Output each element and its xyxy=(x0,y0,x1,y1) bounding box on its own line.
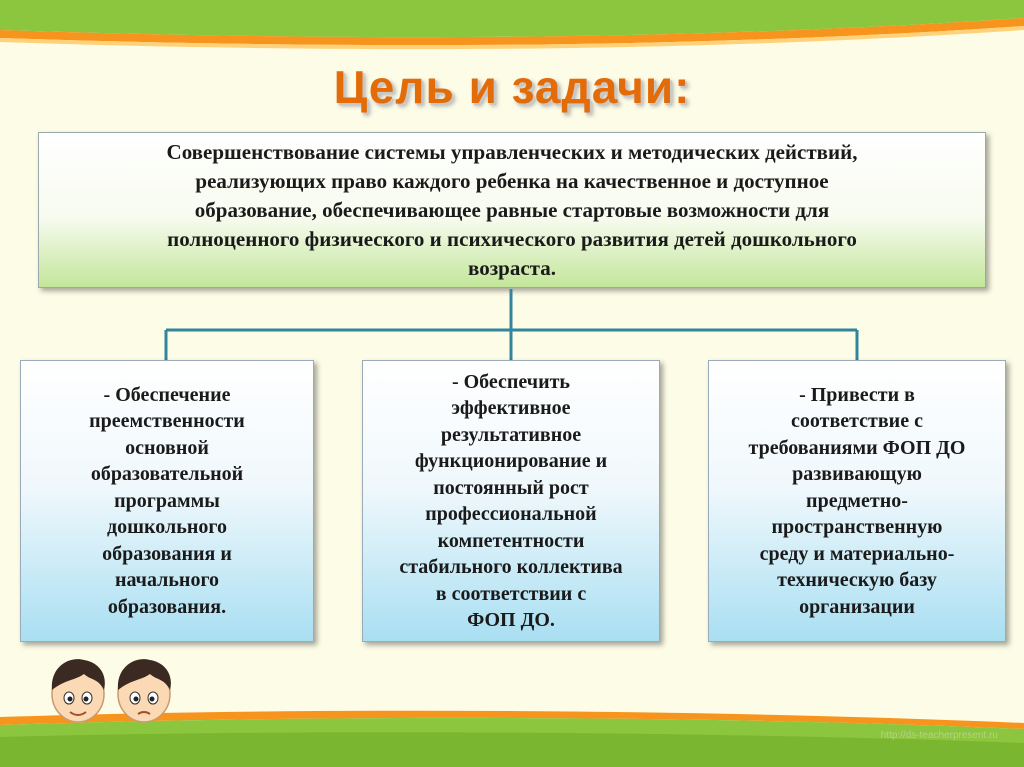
task-text-1 xyxy=(89,382,245,621)
task-line: основной xyxy=(125,436,209,459)
task-line: функционирование и xyxy=(414,450,608,472)
boy-face-icon xyxy=(118,659,171,722)
task-line: программы xyxy=(114,489,220,512)
watermark: http://ds-teacherpresent.ru xyxy=(880,730,998,741)
task-line: предметно- xyxy=(806,489,908,512)
task-box-3 xyxy=(708,360,1006,642)
task-line: профессиональной xyxy=(425,503,597,525)
task-text-3 xyxy=(749,382,966,621)
boy-face-icon xyxy=(52,659,105,722)
task-line: организации xyxy=(799,595,915,618)
task-line: постоянный рост xyxy=(433,476,589,499)
kids-illustration xyxy=(40,650,180,730)
task-line: - Обеспечение xyxy=(103,383,231,406)
goal-line: Совершенствование системы управленческих и методических действий, xyxy=(166,139,858,164)
task-line: стабильного коллектива xyxy=(399,556,623,578)
task-line: дошкольного xyxy=(107,516,227,539)
goal-line: полноценного физического и психического развития детей дошкольного xyxy=(167,226,857,251)
task-box-2 xyxy=(362,360,660,642)
task-line: в соответствии с xyxy=(435,582,587,605)
task-line: компетентности xyxy=(437,529,585,552)
task-line: образования и xyxy=(102,542,232,565)
goal-line: возраста. xyxy=(468,255,556,280)
task-line: образования. xyxy=(107,595,227,618)
task-line: соответствие с xyxy=(791,410,923,433)
task-line: - Обеспечить xyxy=(451,370,571,393)
task-text-2 xyxy=(399,369,622,634)
task-line: образовательной xyxy=(90,463,244,486)
task-line: среду и материально- xyxy=(759,542,955,565)
task-line: ФОП ДО. xyxy=(467,609,555,631)
task-line: пространственную xyxy=(771,516,943,539)
task-line: результативное xyxy=(440,423,582,446)
goal-line: образование, обеспечивающее равные стартовые возможности для xyxy=(194,197,830,222)
task-line: начального xyxy=(114,569,220,592)
task-line: развивающую xyxy=(792,463,922,486)
task-line: требованиями ФОП ДО xyxy=(748,436,966,459)
goal-line: реализующих право каждого ребенка на качественное и доступное xyxy=(195,168,829,193)
slide-title: Цель и задачи: xyxy=(333,61,691,113)
task-line: преемственности xyxy=(89,410,245,433)
task-line: техническую базу xyxy=(777,569,937,592)
task-box-1 xyxy=(20,360,314,642)
task-line: - Привести в xyxy=(799,383,915,406)
task-line: эффективное xyxy=(451,397,571,419)
